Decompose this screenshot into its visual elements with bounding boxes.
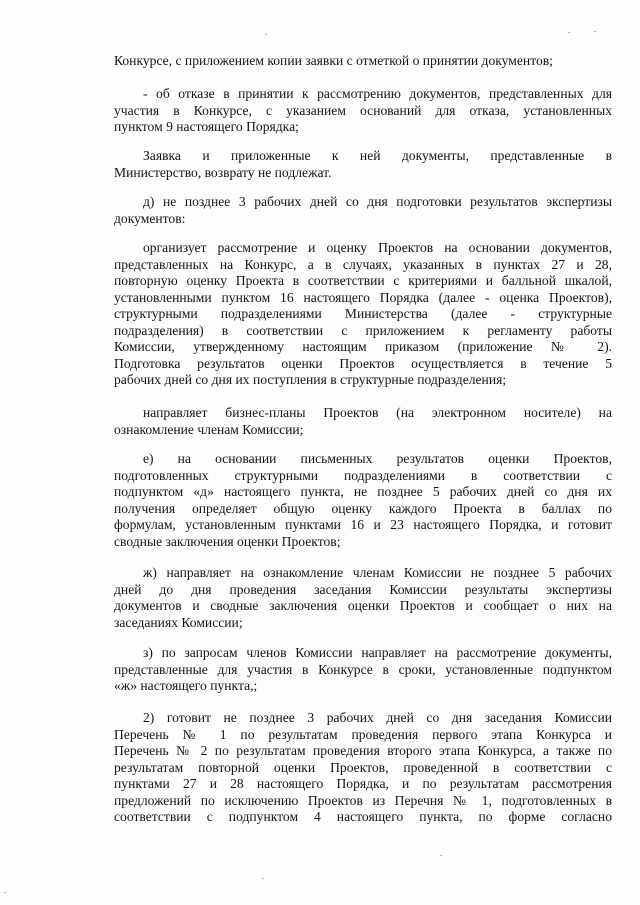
text-line: участия в Конкурсе, с указанием оснований для отказа, установленных [114, 102, 612, 118]
scan-speck [594, 31, 596, 32]
paragraph-7 [114, 451, 612, 550]
text-line: предложений по исключению Проектов из Перечня № 1, подготовленных в [114, 792, 612, 808]
text-line: установленными пунктом 16 настоящего Порядка (далее - оценка Проектов), [114, 289, 612, 305]
text-line: сводные заключения оценки Проектов; [114, 533, 341, 549]
text-line: дней до дня проведения заседания Комиссии результаты экспертизы [114, 581, 612, 597]
text-line: пунктами 27 и 28 настоящего Порядка, и по результатам рассмотрения [114, 776, 612, 791]
text-line: д) не позднее 3 рабочих дней со дня подготовки результатов экспертизы [143, 194, 612, 209]
text-line: организует рассмотрение и оценку Проектов на основании документов, [143, 240, 612, 255]
text-line: «ж» настоящего пункта,; [114, 678, 258, 693]
text-line: подпунктом «д» настоящего пункта, не позднее 5 рабочих дней со дня их [114, 484, 612, 499]
paragraph-8 [114, 565, 612, 631]
text-line: ж) направляет на ознакомление членам Комиссии не позднее 5 рабочих [143, 565, 612, 580]
text-line: Перечень № 2 по результатам проведения второго этапа Конкурса, а также по [114, 743, 612, 758]
paragraph-2 [114, 86, 612, 136]
text-line: результатам повторной оценки Проектов, проведенной в соответствии с [114, 759, 612, 775]
text-line: Комиссии, утвержденному настоящим приказом (приложение № 2). [114, 339, 612, 354]
paragraph-9 [114, 645, 612, 695]
text-line: структурными подразделениями Министерства (далее - структурные [114, 306, 612, 321]
text-line: подготовленных структурными подразделениями в соответствии с [114, 467, 612, 483]
paragraph-5 [114, 240, 612, 389]
scan-speck [262, 878, 264, 879]
text-line: Перечень № 1 по результатам проведения первого этапа Конкурса и [114, 726, 612, 742]
text-line: 2) готовит не позднее 3 рабочих дней со дня заседания Комиссии [143, 710, 612, 725]
text-line: Конкурсе, с приложением копии заявки с отметкой о принятии документов; [114, 53, 553, 68]
paragraph-3 [114, 148, 612, 181]
paragraph-10 [114, 710, 612, 826]
paragraph-1 [114, 53, 612, 70]
text-line: ознакомление членам Комиссии; [114, 421, 304, 437]
scan-speck [568, 32, 570, 33]
paragraph-6 [114, 405, 612, 438]
text-line: Подготовка результатов оценки Проектов осуществляется в течение 5 [114, 355, 612, 371]
text-line: повторную оценку Проекта в соответствии с критериями и балльной шкалой, [114, 273, 612, 288]
text-line: подразделения) в соответствии с приложением к регламенту работы [114, 322, 612, 338]
text-line: е) на основании письменных результатов оценки Проектов, [143, 451, 612, 466]
paragraph-4 [114, 194, 612, 227]
text-line: формулам, установленным пунктами 16 и 23 настоящего Порядка, и готовит [114, 517, 612, 532]
text-line: Министерство, возврату не подлежат. [114, 164, 332, 180]
text-line: соответствии с подпунктом 4 настоящего пункта, по форме согласно [114, 809, 612, 824]
text-line: направляет бизнес-планы Проектов (на электронном носителе) на [143, 405, 612, 420]
scan-speck [440, 855, 442, 856]
text-line: заседаниях Комиссии; [114, 614, 243, 630]
text-line: з) по запросам членов Комиссии направляет на рассмотрение документы, [143, 645, 612, 660]
text-line: представленных на Конкурс, а в случаях, указанных в пунктах 27 и 28, [114, 256, 612, 272]
text-line: Заявка и приложенные к ней документы, представленные в [143, 148, 612, 163]
scan-speck [4, 892, 6, 893]
text-line: получения определяет общую оценку каждого Проекта в баллах по [114, 500, 612, 516]
text-line: - об отказе в принятии к рассмотрению документов, представленных для [143, 86, 612, 101]
text-line: рабочих дней со дня их поступления в структурные подразделения; [114, 372, 507, 387]
text-line: пунктом 9 настоящего Порядка; [114, 119, 299, 134]
text-line: документов и сводные заключения оценки Проектов и сообщает о них на [114, 598, 612, 613]
text-line: документов: [114, 210, 186, 226]
text-line: представленные для участия в Конкурсе в сроки, установленные подпунктом [114, 661, 612, 677]
scan-speck [265, 34, 267, 35]
